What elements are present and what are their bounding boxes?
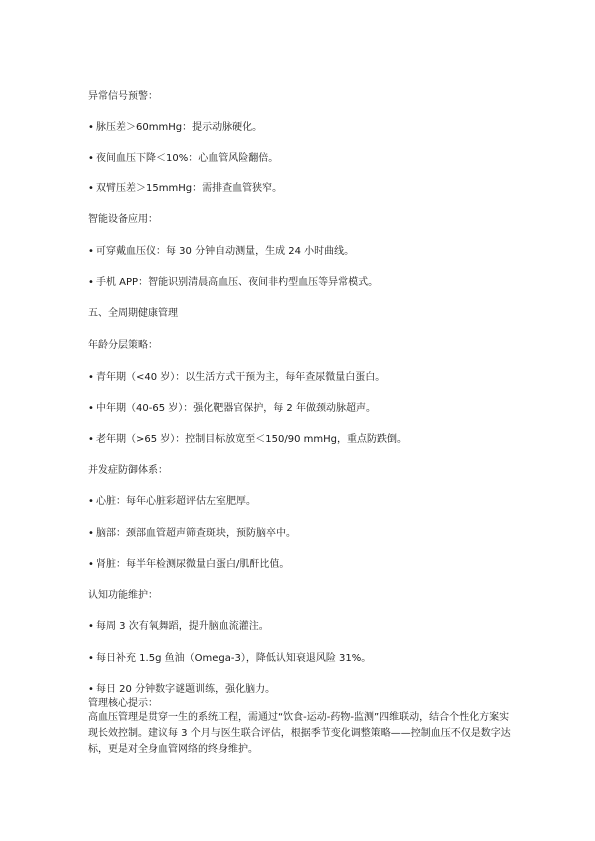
- heading-smart-devices: 智能设备应用：: [88, 214, 158, 225]
- list-item: • 手机 APP：智能识别清晨高血压、夜间非杓型血压等异常模式。: [88, 277, 379, 288]
- list-item: • 肾脏：每半年检测尿微量白蛋白/肌酐比值。: [88, 559, 290, 570]
- bullet-icon: •: [88, 372, 94, 383]
- list-item: • 双臂压差＞15mmHg：需排查血管狭窄。: [88, 183, 283, 194]
- bullet-icon: •: [88, 183, 94, 194]
- list-item: • 中年期（40-65 岁）：强化靶器官保护，每 2 年做颈动脉超声。: [88, 403, 376, 414]
- list-item: • 心脏：每年心脏彩超评估左室肥厚。: [88, 496, 256, 507]
- bullet-icon: •: [88, 246, 94, 257]
- bullet-icon: •: [88, 403, 94, 414]
- list-item: • 每日补充 1.5g 鱼油（Omega-3），降低认知衰退风险 31%。: [88, 653, 372, 664]
- heading-core-tips: 管理核心提示：: [88, 698, 158, 709]
- heading-complications: 并发症防御体系：: [88, 465, 168, 476]
- bullet-icon: •: [88, 528, 94, 539]
- bullet-icon: •: [88, 684, 94, 695]
- summary-paragraph: 高血压管理是贯穿一生的系统工程，需通过“饮食-运动-药物-监测”四维联动，结合个性化方案实现长效控制。建议每 3 个月与医生联合评估，根据季节变化调整策略——控制血压不仅是数字达标，更是对全身血管网络的终身维护。: [88, 712, 511, 755]
- bullet-icon: •: [88, 621, 94, 632]
- bullet-icon: •: [88, 559, 94, 570]
- list-item: • 老年期（>65 岁）：控制目标放宽至＜150/90 mmHg，重点防跌倒。: [88, 434, 407, 445]
- list-item: • 青年期（<40 岁）：以生活方式干预为主，每年查尿微量白蛋白。: [88, 372, 386, 383]
- bullet-icon: •: [88, 653, 94, 664]
- bullet-icon: •: [88, 277, 94, 288]
- list-item: • 每周 3 次有氧舞蹈，提升脑血流灌注。: [88, 621, 269, 632]
- bullet-icon: •: [88, 496, 94, 507]
- heading-age-strategy: 年龄分层策略：: [88, 340, 158, 351]
- list-item: • 可穿戴血压仪：每 30 分钟自动测量，生成 24 小时曲线。: [88, 246, 355, 257]
- list-item: • 夜间血压下降＜10%：心血管风险翻倍。: [88, 153, 279, 164]
- bullet-icon: •: [88, 122, 94, 133]
- bullet-icon: •: [88, 153, 94, 164]
- list-item: • 脑部：颈部血管超声筛查斑块，预防脑卒中。: [88, 528, 296, 539]
- chapter-title: 五、全周期健康管理: [88, 308, 178, 319]
- list-item: • 脉压差＞60mmHg：提示动脉硬化。: [88, 122, 263, 133]
- list-item: • 每日 20 分钟数字谜题训练，强化脑力。: [88, 684, 276, 695]
- bullet-icon: •: [88, 434, 94, 445]
- heading-abnormal-signals: 异常信号预警：: [88, 91, 158, 102]
- heading-cognitive: 认知功能维护：: [88, 590, 158, 601]
